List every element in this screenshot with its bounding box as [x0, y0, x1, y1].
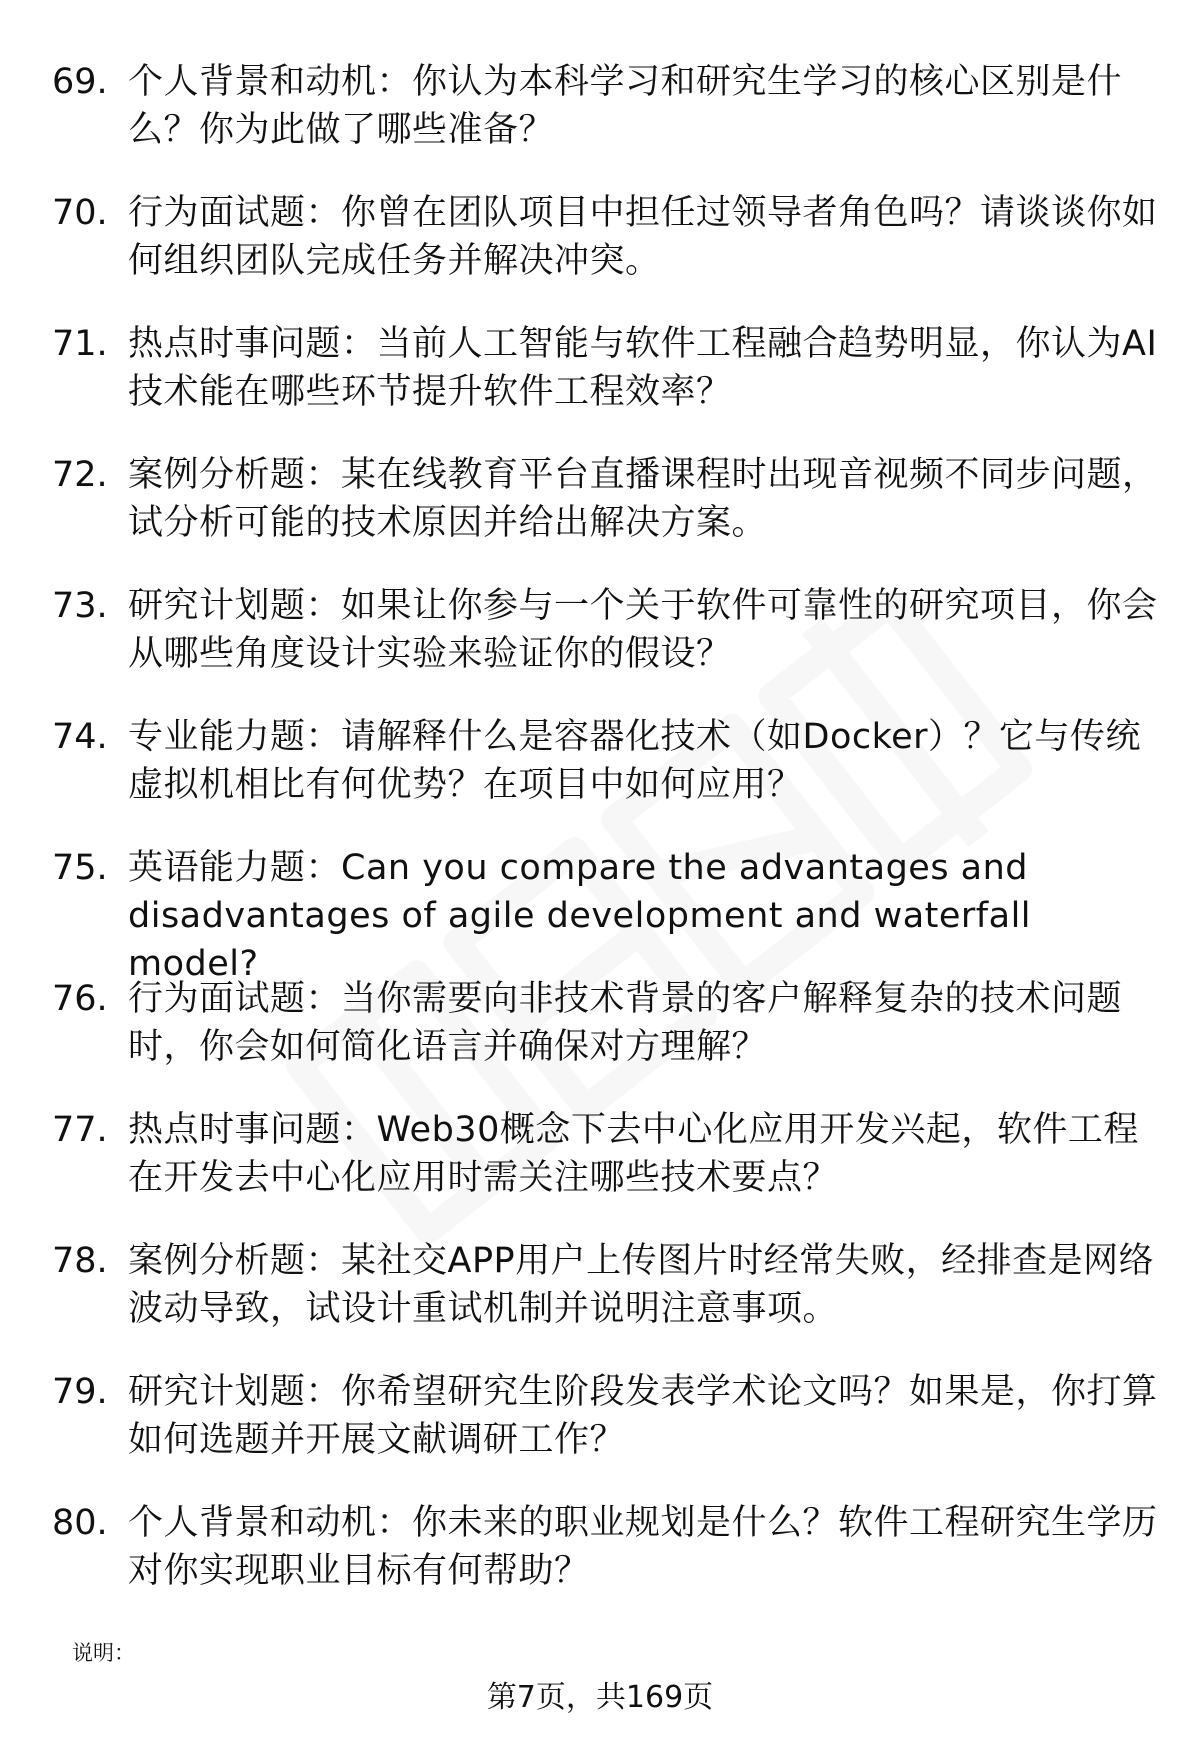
question-number: 75. [52, 848, 108, 888]
question-text: 案例分析题：某社交APP用户上传图片时经常失败，经排查是网络波动导致，试设计重试机制并说明注意事项。 [128, 1241, 1155, 1329]
question-number: 73. [52, 586, 108, 626]
question-item-80 [0, 1499, 1200, 1630]
page-footer: 第7页，共169页 [486, 1680, 714, 1715]
question-item-78 [0, 1237, 1200, 1368]
question-item-74 [0, 713, 1200, 844]
question-number: 77. [52, 1110, 108, 1150]
question-item-77 [0, 1106, 1200, 1237]
question-text: 研究计划题：你希望研究生阶段发表学术论文吗？如果是，你打算如何选题并开展文献调研工作？ [128, 1372, 1158, 1460]
question-number: 71. [52, 324, 108, 364]
question-number: 78. [52, 1241, 108, 1281]
question-item-69 [0, 58, 1200, 189]
question-text: 个人背景和动机：你未来的职业规划是什么？软件工程研究生学历对你实现职业目标有何帮助？ [128, 1503, 1158, 1591]
question-item-73 [0, 582, 1200, 713]
question-item-79 [0, 1368, 1200, 1499]
question-text: 专业能力题：请解释什么是容器化技术（如Docker）？它与传统虚拟机相比有何优势？在项目中如何应用？ [128, 717, 1142, 805]
question-number: 72. [52, 455, 108, 495]
question-number: 80. [52, 1503, 108, 1543]
question-number: 70. [52, 193, 108, 233]
question-item-72 [0, 451, 1200, 582]
question-text: 个人背景和动机：你认为本科学习和研究生学习的核心区别是什么？你为此做了哪些准备？ [128, 62, 1123, 150]
question-number: 69. [52, 62, 108, 102]
question-number: 74. [52, 717, 108, 757]
question-item-75 [0, 844, 1200, 984]
question-text: 热点时事问题：当前人工智能与软件工程融合趋势明显，你认为AI技术能在哪些环节提升软件工程效率？ [128, 324, 1158, 412]
question-text: 热点时事问题：Web30概念下去中心化应用开发兴起，软件工程在开发去中心化应用时需关注哪些技术要点？ [128, 1110, 1139, 1198]
question-text: 案例分析题：某在线教育平台直播课程时出现音视频不同步问题，试分析可能的技术原因并给出解决方案。 [128, 455, 1158, 543]
question-text: 行为面试题：当你需要向非技术背景的客户解释复杂的技术问题时，你会如何简化语言并确保对方理解？ [128, 979, 1123, 1067]
question-text: 研究计划题：如果让你参与一个关于软件可靠性的研究项目，你会从哪些角度设计实验来验证你的假设？ [128, 586, 1158, 674]
question-item-71 [0, 320, 1200, 451]
question-text: 英语能力题：Can you compare the advantages and disadvantages of agile development and waterfall model? [128, 848, 1032, 984]
question-item-70 [0, 189, 1200, 320]
question-number: 76. [52, 979, 108, 1019]
question-text: 行为面试题：你曾在团队项目中担任过领导者角色吗？请谈谈你如何组织团队完成任务并解决冲突。 [128, 193, 1158, 281]
question-list [0, 58, 1200, 1630]
question-number: 79. [52, 1372, 108, 1412]
note-label: 说明： [72, 1641, 135, 1665]
question-item-76 [0, 975, 1200, 1106]
